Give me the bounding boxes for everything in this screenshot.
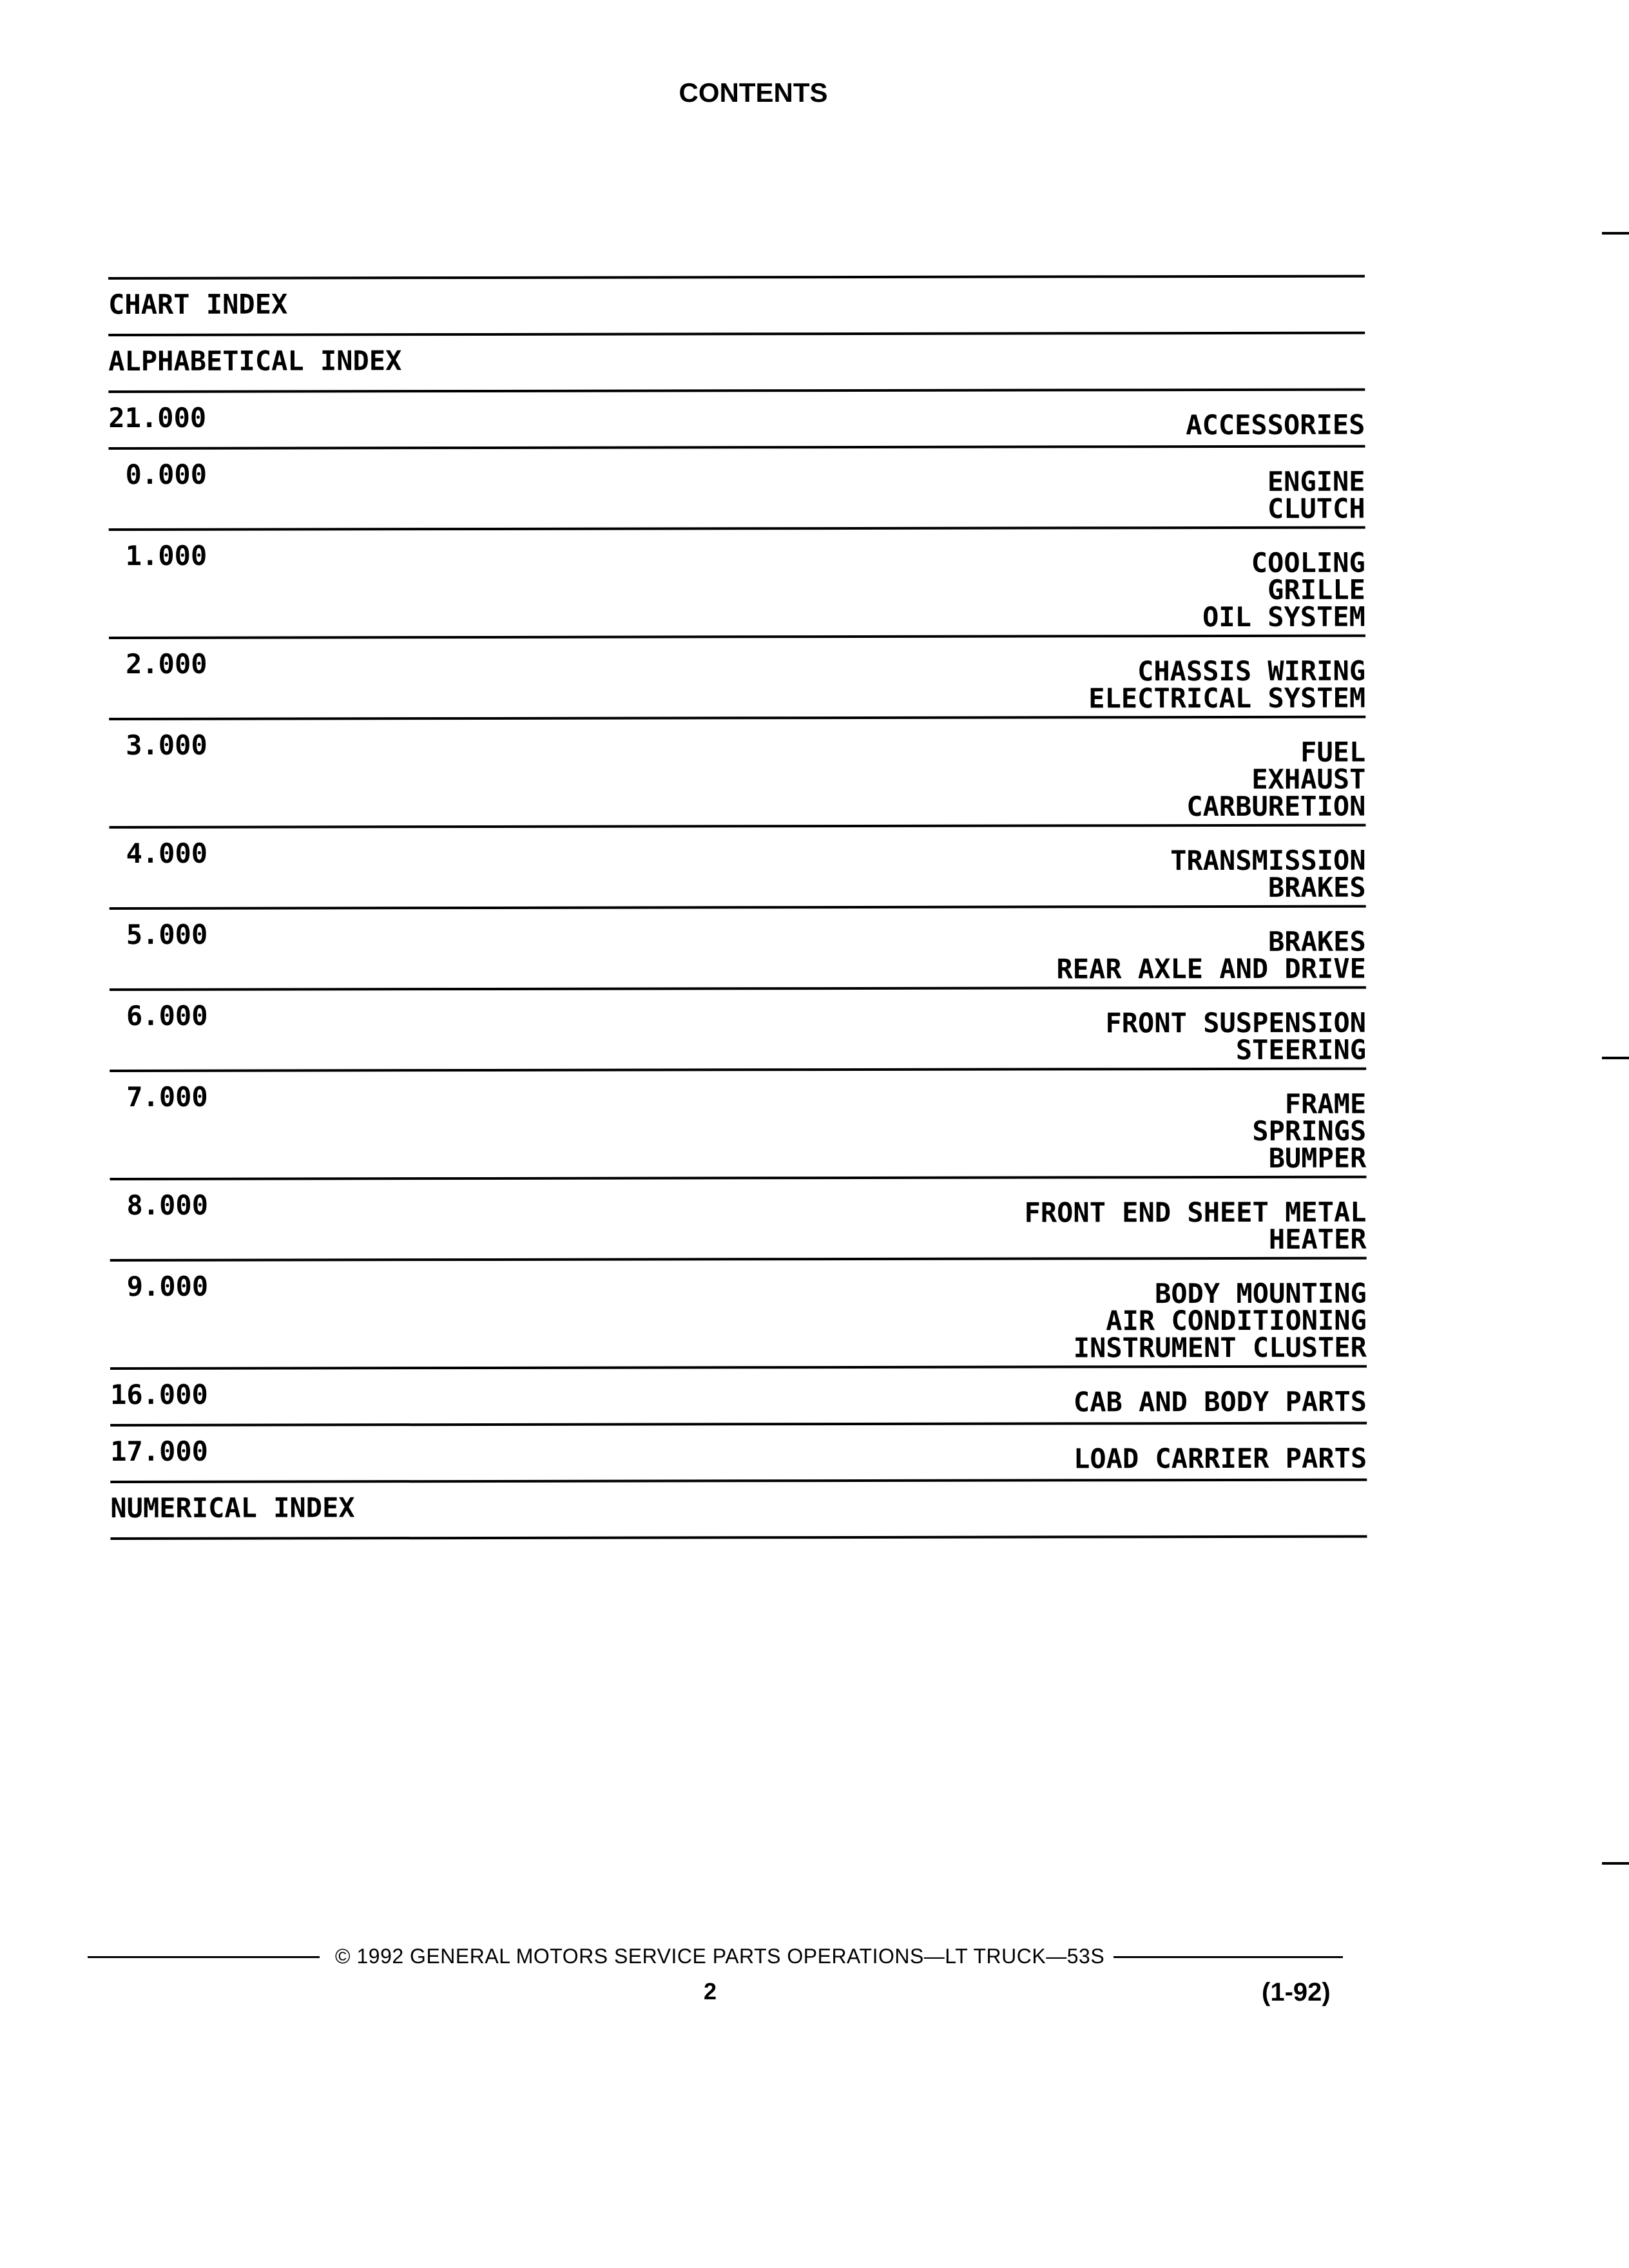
- toc-row: [109, 718, 1365, 829]
- footer-rule-right: [1113, 1956, 1343, 1958]
- toc-section-title: CAB AND BODY PARTS: [1073, 1385, 1367, 1418]
- copyright-footer: © 1992 GENERAL MOTORS SERVICE PARTS OPERATIONS—LT TRUCK—53S: [335, 1945, 1105, 1968]
- toc-row: [109, 529, 1365, 639]
- toc-section-titles: [1202, 541, 1365, 631]
- margin-mark: [1602, 1057, 1629, 1059]
- toc-row: [110, 989, 1366, 1072]
- toc-section-titles: [1056, 919, 1366, 983]
- toc-section-title: HEATER: [1268, 1223, 1367, 1255]
- toc-section-code: 3.000: [126, 729, 207, 761]
- toc-section-code: 17.000: [110, 1435, 208, 1467]
- margin-mark: [1602, 1862, 1629, 1865]
- toc-section-titles: [1074, 1436, 1367, 1473]
- toc-row: [110, 1481, 1367, 1540]
- toc-section-code: 0.000: [125, 458, 207, 490]
- toc-section-title: CARBURETION: [1186, 790, 1366, 823]
- revision-date: (1-92): [1262, 1978, 1331, 2006]
- toc-section-title: FUEL: [1300, 736, 1366, 768]
- toc-section-code: 8.000: [126, 1189, 209, 1221]
- toc-section-title: FRONT END SHEET METAL: [1024, 1196, 1367, 1229]
- toc-section-titles: [1252, 1082, 1366, 1172]
- toc-section-title: CLUTCH: [1267, 492, 1365, 524]
- toc-row: [110, 827, 1366, 910]
- toc-section-title: ACCESSORIES: [1186, 408, 1365, 441]
- toc-section-title: STEERING: [1235, 1033, 1367, 1066]
- toc-section-title: BODY MOUNTING: [1154, 1277, 1367, 1310]
- toc-section-title: GRILLE: [1268, 573, 1365, 606]
- toc-section-title: FRONT SUSPENSION: [1105, 1006, 1367, 1039]
- toc-row: [108, 275, 1365, 336]
- toc-row: [110, 1070, 1366, 1180]
- toc-section-code: 21.000: [108, 401, 207, 434]
- toc-section-titles: [1024, 1190, 1366, 1254]
- toc-section-title: COOLING: [1251, 546, 1365, 579]
- toc-section-titles: [1074, 1271, 1367, 1362]
- toc-section-title: BRAKES: [1268, 871, 1366, 903]
- toc-section-titles: [1186, 403, 1365, 439]
- toc-section-title: INSTRUMENT CLUSTER: [1073, 1331, 1367, 1364]
- toc-section-titles: [1105, 1001, 1366, 1064]
- toc-section-code: 1.000: [125, 539, 207, 572]
- toc-row: [108, 334, 1365, 393]
- toc-section-title: FRAME: [1284, 1088, 1367, 1120]
- page-number: 2: [704, 1978, 717, 2004]
- toc-section-title: EXHAUST: [1251, 763, 1366, 795]
- table-of-contents: [108, 269, 1367, 1540]
- toc-section-titles: [1088, 649, 1365, 713]
- toc-row: [108, 391, 1365, 450]
- toc-section-title: REAR AXLE AND DRIVE: [1056, 952, 1366, 985]
- toc-section-titles: [1074, 1379, 1367, 1416]
- toc-section-code: 5.000: [126, 918, 208, 950]
- toc-row: [110, 1178, 1366, 1262]
- toc-section-title: BUMPER: [1268, 1142, 1367, 1174]
- toc-section-code: CHART INDEX: [108, 288, 288, 320]
- toc-section-title: ELECTRICAL SYSTEM: [1088, 682, 1366, 715]
- toc-row: [110, 1260, 1367, 1370]
- toc-row: [110, 908, 1366, 991]
- toc-section-code: ALPHABETICAL INDEX: [108, 345, 402, 377]
- toc-section-title: TRANSMISSION: [1170, 844, 1366, 877]
- toc-section-titles: [1170, 838, 1366, 902]
- toc-section-title: BRAKES: [1268, 925, 1366, 957]
- toc-section-title: CHASSIS WIRING: [1137, 655, 1366, 687]
- footer-rule-left: [88, 1956, 320, 1958]
- page-title: CONTENTS: [679, 77, 828, 108]
- toc-section-code: 16.000: [110, 1378, 208, 1410]
- toc-row: [110, 1368, 1367, 1427]
- toc-section-code: 2.000: [126, 648, 207, 680]
- toc-section-title: ENGINE: [1267, 465, 1365, 497]
- toc-section-code: 7.000: [126, 1081, 208, 1113]
- toc-section-title: LOAD CARRIER PARTS: [1074, 1442, 1367, 1475]
- toc-section-code: 4.000: [126, 837, 208, 869]
- toc-section-code: 6.000: [126, 999, 208, 1032]
- toc-section-titles: [1268, 459, 1365, 523]
- toc-row: [109, 637, 1365, 720]
- toc-section-titles: [1186, 730, 1366, 823]
- toc-section-title: SPRINGS: [1252, 1115, 1367, 1147]
- margin-mark: [1602, 232, 1629, 235]
- toc-section-title: OIL SYSTEM: [1202, 601, 1365, 633]
- toc-section-code: NUMERICAL INDEX: [110, 1492, 355, 1524]
- toc-section-title: AIR CONDITIONING: [1106, 1304, 1367, 1337]
- toc-row: [108, 448, 1365, 531]
- toc-section-code: 9.000: [126, 1270, 209, 1302]
- toc-row: [110, 1425, 1367, 1483]
